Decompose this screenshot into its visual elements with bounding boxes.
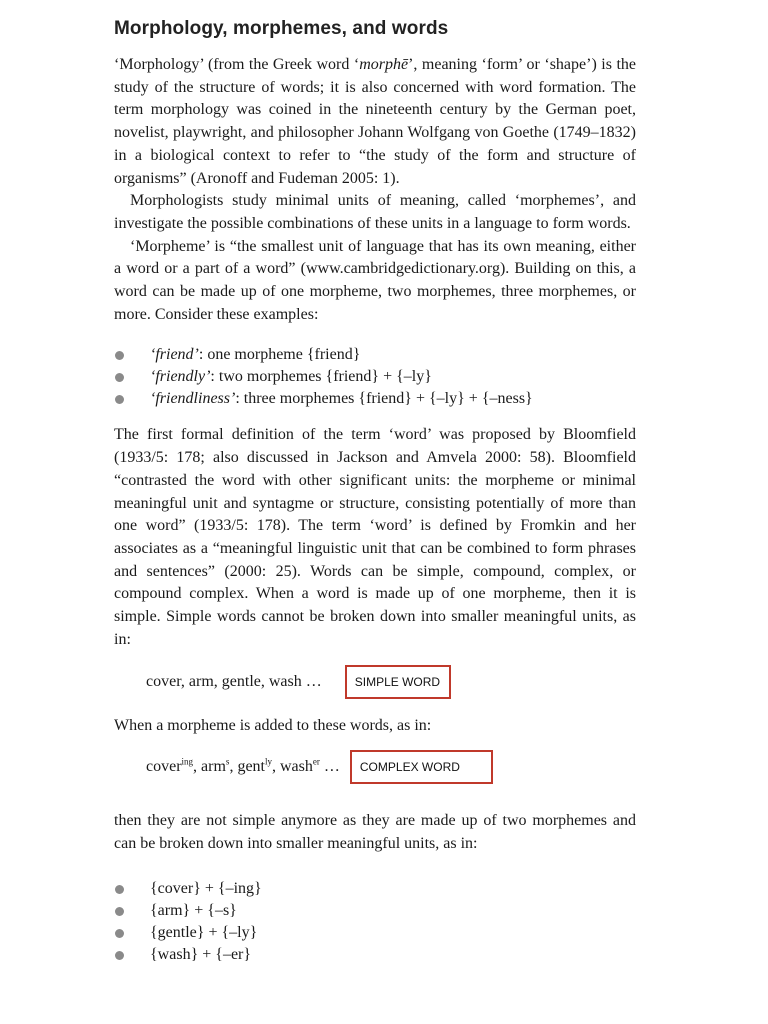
list-item: {arm} + {–s} [114, 900, 636, 922]
simple-word-example-text: cover, arm, gentle, wash … [146, 673, 322, 691]
list-item: {gentle} + {–ly} [114, 922, 636, 944]
list-item: ‘friendly’: two morphemes {friend} + {–ly} [114, 366, 636, 388]
section-title: Morphology, morphemes, and words [114, 18, 449, 39]
paragraph-morpheme-added: When a morpheme is added to these words, as in: [114, 717, 432, 735]
list-item: ‘friend’: one morpheme {friend} [114, 344, 636, 366]
complex-word-example [114, 750, 636, 784]
simple-word-example [114, 665, 636, 699]
list-item: ‘friendliness’: three morphemes {friend} + {–ly} + {–ness} [114, 388, 636, 410]
morpheme-breakdown-list [114, 878, 636, 966]
paragraph-word-definition: The first formal definition of the term ‘word’ was proposed by Bloomfield (1933/5: 178; also discussed in Jackson and Amvela 2000: 58). Bloomfield “contrasted the word with other significant units: the morpheme or minimal meaningful unit and syntagme or structure, consisting potentially of more than one word” (1933/5: 178). The term ‘word’ is defined by Fromkin and her associates as a “meaningful linguistic unit that can be combined to form phrases and sentences” (2000: 25). Words can be simple, compound, complex, or compound complex. When a word is made up of one morpheme, then it is simple. Simple words cannot be broken down into smaller meaningful units, as in: [114, 426, 636, 648]
document-page [114, 18, 636, 966]
paragraph-morpheme-definition: ‘Morpheme’ is “the smallest unit of language that has its own meaning, either a word or a part of a word” (www.cambridgedictionary.org). Building on this, a word can be made up of one morpheme, two morphemes, three morphemes, or more. Consider these examples: [114, 237, 636, 323]
list-item: {cover} + {–ing} [114, 878, 636, 900]
morpheme-examples-list [114, 344, 636, 410]
complex-word-example-text: cover$^{ing}$, arm$^s$, gent$^{ly}$, wash$^{er}$ … [146, 756, 340, 776]
paragraph-not-simple: then they are not simple anymore as they are made up of two morphemes and can be broken down into smaller meaningful units, as in: [114, 812, 636, 852]
list-item: {wash} + {–er} [114, 944, 636, 966]
paragraph-morphologists: Morphologists study minimal units of meaning, called ‘morphemes’, and investigate the possible combinations of these units in a language to form words. [114, 192, 636, 232]
paragraph-morphology-definition: ‘Morphology’ (from the Greek word ‘morphē’, meaning ‘form’ or ‘shape’) is the study of the structure of words; it is also concerned with word formation. The term morphology was coined in the nineteenth century by the German poet, novelist, playwright, and philosopher Johann Wolfgang von Goethe (1749–1832) in a biological context to refer to “the study of the form and structure of organisms” (Aronoff and Fudeman 2005: 1). [114, 56, 636, 187]
complex-word-label: COMPLEX WORD [350, 750, 493, 784]
simple-word-label: SIMPLE WORD [345, 665, 451, 699]
greek-word: morphē [359, 56, 409, 73]
